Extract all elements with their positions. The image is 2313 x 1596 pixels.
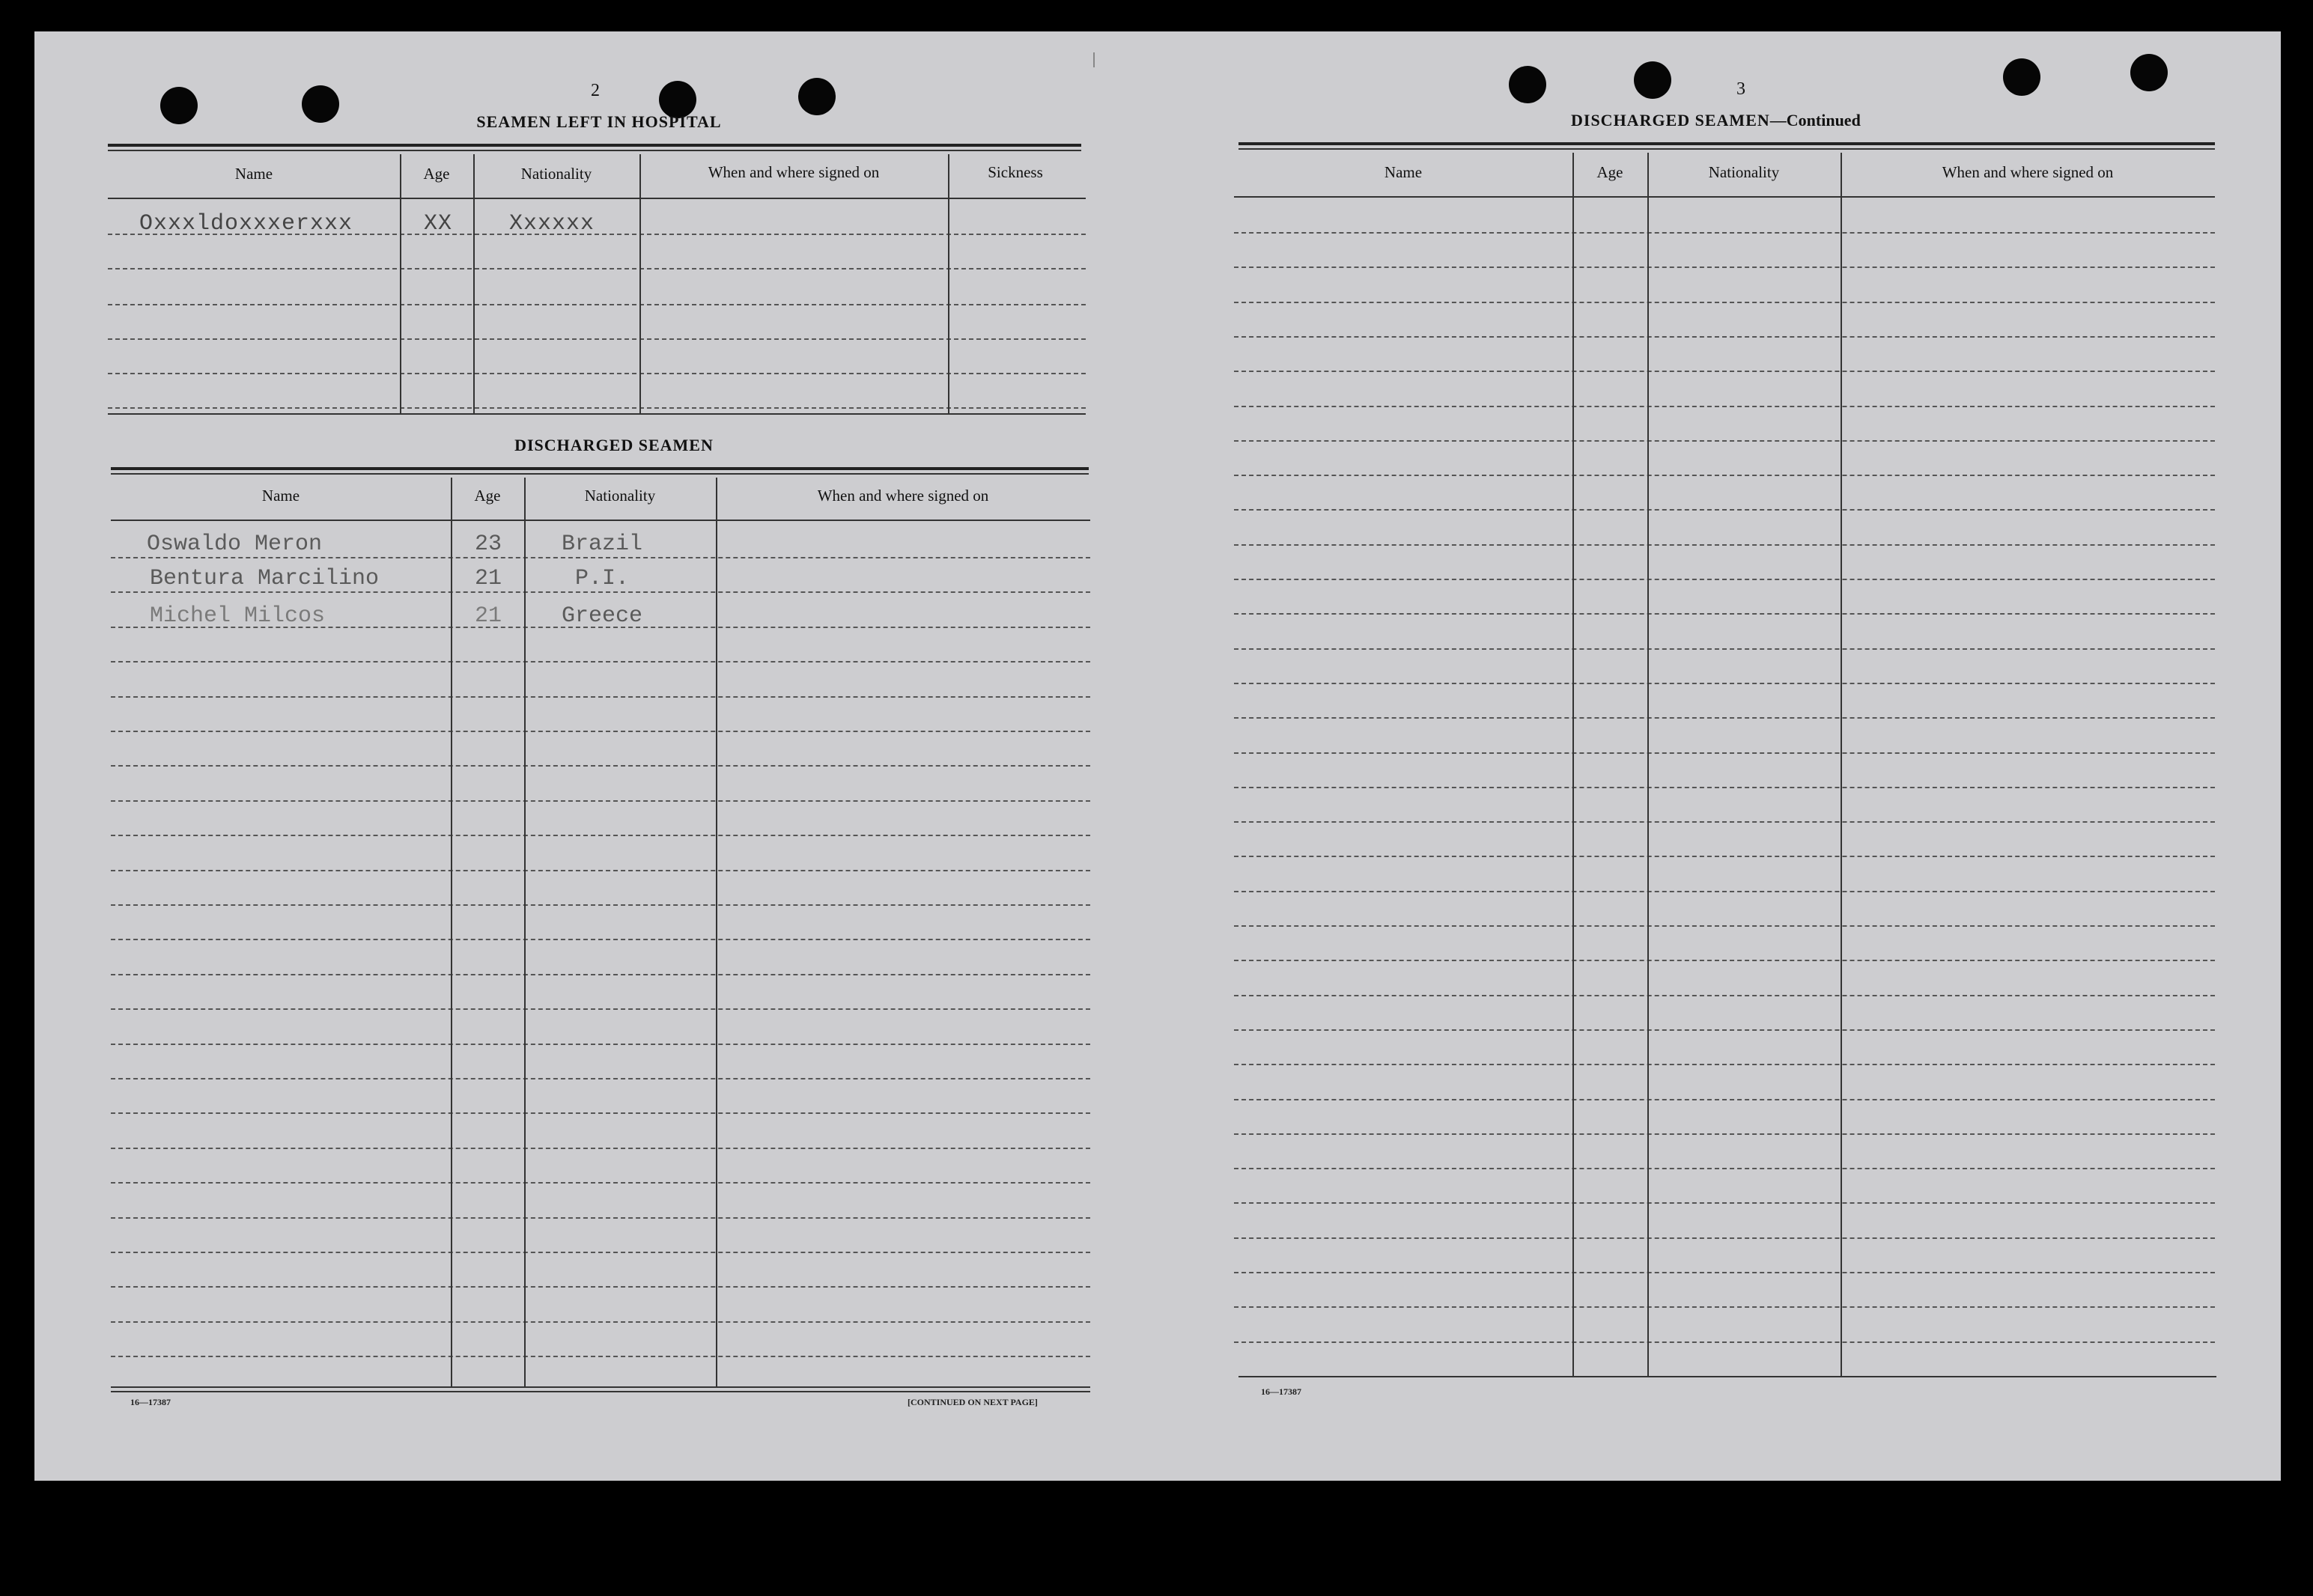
- row-line: [1234, 232, 2215, 234]
- row-line: [1234, 717, 2215, 719]
- row-line: [1234, 995, 2215, 996]
- row-line: [108, 407, 1086, 409]
- punch-hole: [2003, 58, 2040, 96]
- col-age: Age: [474, 487, 501, 505]
- col-divider: [948, 154, 949, 413]
- col-nationality: Nationality: [584, 487, 656, 505]
- row-line: [108, 268, 1086, 269]
- row-line: [111, 731, 1090, 732]
- discharged-row-name: Oswaldo Meron: [147, 532, 323, 557]
- form-number-right: 16—17387: [1261, 1386, 1301, 1397]
- row-line: [108, 338, 1086, 340]
- row-line: [1234, 371, 2215, 372]
- col-divider: [1841, 153, 1842, 1377]
- row-line: [1234, 302, 2215, 303]
- row-line: [1234, 336, 2215, 338]
- row-line: [1234, 1029, 2215, 1031]
- table-bottom-rule: [1238, 1376, 2216, 1377]
- row-line: [1234, 1168, 2215, 1169]
- row-line: [111, 904, 1090, 906]
- row-line: [1234, 1237, 2215, 1239]
- title-suffix: —Continued: [1769, 111, 1861, 130]
- row-line: [1234, 1341, 2215, 1343]
- right-page-title: [1571, 111, 1861, 130]
- row-line: [111, 1252, 1090, 1253]
- row-line: [1234, 475, 2215, 476]
- discharged-row-nationality: Greece: [562, 603, 643, 629]
- row-line: [108, 304, 1086, 305]
- row-line: [1234, 579, 2215, 580]
- hospital-row-age: XX: [424, 211, 453, 237]
- col-divider: [400, 154, 401, 413]
- row-line: [1234, 1133, 2215, 1135]
- row-line: [1234, 1272, 2215, 1273]
- header-rule: [108, 150, 1081, 151]
- row-line: [1234, 787, 2215, 788]
- col-divider: [524, 478, 526, 1386]
- row-line: [111, 1078, 1090, 1079]
- table-bottom-rule: [108, 413, 1086, 415]
- page-fold: [1093, 52, 1095, 67]
- discharged-row-nationality: P.I.: [575, 566, 630, 591]
- header-rule: [1238, 148, 2215, 150]
- row-line: [111, 974, 1090, 975]
- header-rule: [1238, 142, 2215, 145]
- table-bottom-rule: [111, 1386, 1090, 1388]
- col-nationality: Nationality: [1708, 163, 1780, 181]
- row-line: [111, 1286, 1090, 1288]
- row-line: [108, 373, 1086, 374]
- discharged-row-age: 21: [475, 566, 502, 591]
- row-line: [111, 1112, 1090, 1114]
- discharged-row-age: 23: [475, 532, 502, 557]
- row-line: [1234, 406, 2215, 407]
- row-line: [111, 696, 1090, 698]
- punch-hole: [160, 87, 198, 124]
- col-divider: [1647, 153, 1649, 1377]
- row-line: [1234, 856, 2215, 857]
- row-line: [111, 800, 1090, 802]
- punch-hole: [302, 85, 339, 123]
- row-line: [1234, 613, 2215, 615]
- punch-hole: [1509, 66, 1546, 103]
- row-line: [1234, 891, 2215, 892]
- col-signed-on: When and where signed on: [1942, 163, 2114, 181]
- col-sickness: Sickness: [988, 163, 1043, 181]
- row-line: [111, 1148, 1090, 1149]
- row-line: [111, 1182, 1090, 1184]
- row-line: [111, 835, 1090, 836]
- row-line: [111, 1217, 1090, 1219]
- page-number-left: 2: [591, 81, 600, 100]
- col-divider: [639, 154, 641, 413]
- row-line: [111, 1008, 1090, 1010]
- row-line: [111, 1356, 1090, 1357]
- form-number-left: 16—17387: [130, 1397, 171, 1407]
- discharged-section-title: DISCHARGED SEAMEN: [514, 436, 714, 454]
- col-name: Name: [261, 487, 300, 505]
- col-signed-on: When and where signed on: [708, 163, 880, 181]
- col-nationality: Nationality: [520, 165, 592, 183]
- table-header-line: [108, 198, 1086, 199]
- header-rule: [111, 473, 1089, 475]
- col-name: Name: [234, 165, 273, 183]
- page-number-right: 3: [1736, 79, 1745, 99]
- punch-hole: [1634, 61, 1671, 99]
- row-line: [111, 1321, 1090, 1323]
- row-line: [1234, 821, 2215, 823]
- hospital-row-name: Oxxxldoxxxerxxx: [139, 211, 353, 237]
- row-line: [111, 870, 1090, 871]
- row-line: [1234, 544, 2215, 546]
- col-divider: [473, 154, 475, 413]
- row-line: [1234, 683, 2215, 684]
- row-line: [1234, 440, 2215, 442]
- row-line: [111, 939, 1090, 940]
- row-line: [1234, 266, 2215, 268]
- row-line: [1234, 925, 2215, 927]
- row-line: [111, 591, 1090, 593]
- row-line: [111, 557, 1090, 558]
- col-age: Age: [1596, 163, 1623, 181]
- punch-hole: [2130, 54, 2168, 91]
- hospital-section-title: SEAMEN LEFT IN HOSPITAL: [476, 112, 722, 131]
- col-age: Age: [423, 165, 450, 183]
- discharged-row-age: 21: [475, 603, 502, 629]
- col-divider: [451, 478, 452, 1386]
- discharged-row-name: Bentura Marcilino: [150, 566, 380, 591]
- row-line: [1234, 1202, 2215, 1204]
- row-line: [1234, 509, 2215, 511]
- row-line: [111, 661, 1090, 663]
- row-line: [1234, 1099, 2215, 1100]
- title-main: DISCHARGED SEAMEN: [1571, 111, 1770, 130]
- row-line: [1234, 1306, 2215, 1308]
- header-rule: [108, 144, 1081, 147]
- col-name: Name: [1384, 163, 1423, 181]
- discharged-row-nationality: Brazil: [562, 532, 643, 557]
- document-sheet: [34, 31, 2281, 1481]
- col-signed-on: When and where signed on: [817, 487, 989, 505]
- hospital-row-nationality: Xxxxxx: [509, 211, 595, 237]
- table-header-line: [1234, 196, 2215, 198]
- row-line: [1234, 960, 2215, 961]
- table-header-line: [111, 520, 1090, 521]
- punch-hole: [798, 78, 836, 115]
- row-line: [111, 765, 1090, 767]
- table-bottom-rule: [111, 1391, 1090, 1392]
- row-line: [111, 1044, 1090, 1045]
- row-line: [1234, 1064, 2215, 1065]
- continued-note: [CONTINUED ON NEXT PAGE]: [908, 1397, 1038, 1407]
- row-line: [1234, 648, 2215, 650]
- col-divider: [1572, 153, 1574, 1377]
- discharged-row-name: Michel Milcos: [150, 603, 326, 629]
- col-divider: [716, 478, 717, 1386]
- header-rule: [111, 467, 1089, 470]
- row-line: [1234, 752, 2215, 754]
